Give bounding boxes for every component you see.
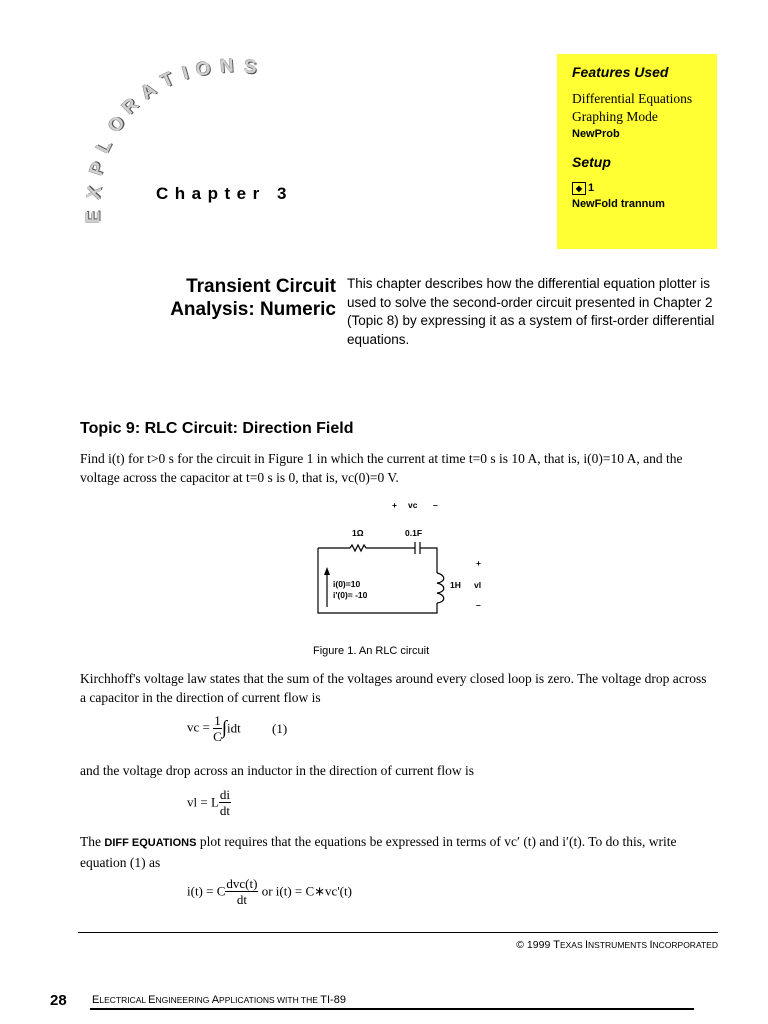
eq2-lhs: vl = L bbox=[187, 794, 219, 810]
banner-letter: X bbox=[83, 184, 107, 201]
book-title-word: NGINEERING bbox=[155, 995, 212, 1005]
book-title-word: E bbox=[148, 994, 156, 1006]
paragraph-1: Find i(t) for t>0 s for the circuit in Figure 1 in which the current at time t=0 s is 10 A, that is, i(0)=10 A, and the voltage across the capacitor at t=0 s is 0, that is, vc(0)=0 V. bbox=[80, 451, 683, 485]
eq2-fraction bbox=[219, 787, 231, 818]
inductor-label: 1H bbox=[450, 580, 461, 590]
setup-key-value: 1 bbox=[588, 182, 595, 194]
book-title-word: PPLICATIONS WITH THE bbox=[219, 995, 321, 1005]
banner-letter: T bbox=[157, 68, 178, 93]
resistor-icon bbox=[350, 545, 366, 551]
diff-equations-keyword: DIFF EQUATIONS bbox=[104, 837, 197, 849]
eq1-denominator: C bbox=[213, 729, 222, 744]
copyright-word: EXAS bbox=[559, 940, 585, 950]
copyright-word: NSTRUMENTS bbox=[588, 940, 650, 950]
book-title-word: E bbox=[92, 994, 100, 1006]
banner-letter: O bbox=[194, 57, 213, 82]
equation-2 bbox=[187, 787, 231, 818]
equation-3 bbox=[187, 876, 352, 907]
eq1-tag: (1) bbox=[271, 720, 288, 736]
figure-caption: Figure 1. An RLC circuit bbox=[313, 645, 430, 657]
copyright-word: T bbox=[553, 939, 560, 951]
copyright-word: I bbox=[584, 939, 589, 951]
banner-letter: P bbox=[85, 159, 110, 179]
eq3-rest: or i(t) = C∗vc'(t) bbox=[258, 883, 352, 899]
book-title-word: LECTRICAL bbox=[99, 995, 149, 1005]
para4-post: plot requires that the equations be expressed in terms of vc′ (t) and i′(t). To do this, write equation (1) as bbox=[80, 834, 677, 870]
topic-heading: Topic 9: RLC Circuit: Direction Field bbox=[80, 420, 354, 437]
banner-letter: R bbox=[118, 94, 143, 119]
banner-letter: S bbox=[243, 56, 258, 79]
book-title-word: A bbox=[211, 994, 220, 1006]
footer-rule-bottom bbox=[90, 1008, 694, 1010]
eq3-denominator: dt bbox=[236, 892, 247, 907]
diamond-key-icon: ◆ bbox=[572, 182, 586, 195]
eq3-lhs: i(t) = C bbox=[187, 883, 226, 899]
vl-label: vl bbox=[474, 580, 482, 590]
copyright-prefix: © 1999 bbox=[516, 939, 554, 951]
capacitor-icon bbox=[415, 542, 420, 554]
book-title-word: TI-89 bbox=[320, 994, 346, 1006]
copyright-word: NCORPORATED bbox=[652, 940, 718, 950]
setup-heading: Setup bbox=[572, 154, 611, 170]
banner-letter: L bbox=[92, 136, 117, 157]
copyright-word: I bbox=[649, 939, 653, 951]
banner-letter: O bbox=[104, 112, 130, 137]
title-line-2: Analysis: Numeric bbox=[170, 299, 336, 320]
capacitor-label: 0.1F bbox=[405, 528, 423, 538]
banner-letter: E bbox=[83, 210, 105, 224]
initial-derivative-label: i'(0)= -10 bbox=[333, 590, 368, 600]
document-title bbox=[170, 275, 336, 321]
rlc-circuit-figure bbox=[300, 495, 500, 625]
setup-command: NewFold trannum bbox=[572, 198, 665, 210]
feature-command: NewProb bbox=[572, 128, 620, 140]
chapter-label: Chapter 3 bbox=[156, 184, 293, 203]
resistor-label: 1Ω bbox=[352, 528, 364, 538]
integral-sign: ∫ bbox=[221, 717, 227, 739]
eq2-denominator: dt bbox=[219, 803, 231, 818]
eq1-lhs: vc = bbox=[187, 719, 210, 735]
paragraph-4 bbox=[80, 832, 712, 872]
explorations-banner bbox=[80, 50, 270, 235]
equation-1 bbox=[187, 713, 287, 744]
features-box bbox=[557, 54, 717, 249]
feature-item: Graphing Mode bbox=[572, 109, 658, 124]
paragraph-3: and the voltage drop across an inductor in the direction of current flow is bbox=[80, 763, 475, 778]
vc-label: vc bbox=[408, 500, 418, 510]
eq2-numerator: di bbox=[219, 787, 231, 802]
feature-item: Differential Equations bbox=[572, 91, 693, 106]
eq1-rest: idt bbox=[227, 720, 241, 736]
page-number: 28 bbox=[50, 992, 67, 1009]
eq1-fraction bbox=[213, 713, 222, 744]
vl-minus-label: – bbox=[476, 600, 481, 610]
paragraph-2: Kirchhoff's voltage law states that the sum of the voltages around every closed loop is zero. The voltage drop across a capacitor in the direction of current flow is bbox=[80, 671, 707, 705]
inductor-icon bbox=[437, 573, 444, 603]
intro-text: This chapter describes how the differential equation plotter is used to solve the second-order circuit presented in Chapter 2 (Topic 8) by expressing it as a system of first-order differential equations. bbox=[347, 276, 715, 347]
vc-plus-label: + bbox=[392, 500, 397, 510]
current-arrow-icon bbox=[324, 567, 330, 575]
eq3-numerator: dvc(t) bbox=[226, 876, 258, 891]
para4-pre: The bbox=[80, 834, 105, 849]
banner-letter: I bbox=[180, 62, 191, 85]
vc-minus-label: – bbox=[433, 500, 438, 510]
eq1-numerator: 1 bbox=[214, 713, 221, 728]
book-title bbox=[92, 994, 346, 1006]
vl-plus-label: + bbox=[476, 558, 481, 568]
copyright-notice bbox=[516, 939, 718, 951]
setup-keystroke bbox=[572, 180, 717, 196]
banner-letter: A bbox=[137, 79, 161, 105]
title-line-1: Transient Circuit bbox=[186, 276, 336, 297]
initial-current-label: i(0)=10 bbox=[333, 579, 361, 589]
footer-rule-top bbox=[78, 932, 718, 933]
features-heading: Features Used bbox=[572, 64, 669, 80]
banner-letter: N bbox=[219, 55, 235, 78]
eq3-fraction bbox=[225, 876, 258, 907]
